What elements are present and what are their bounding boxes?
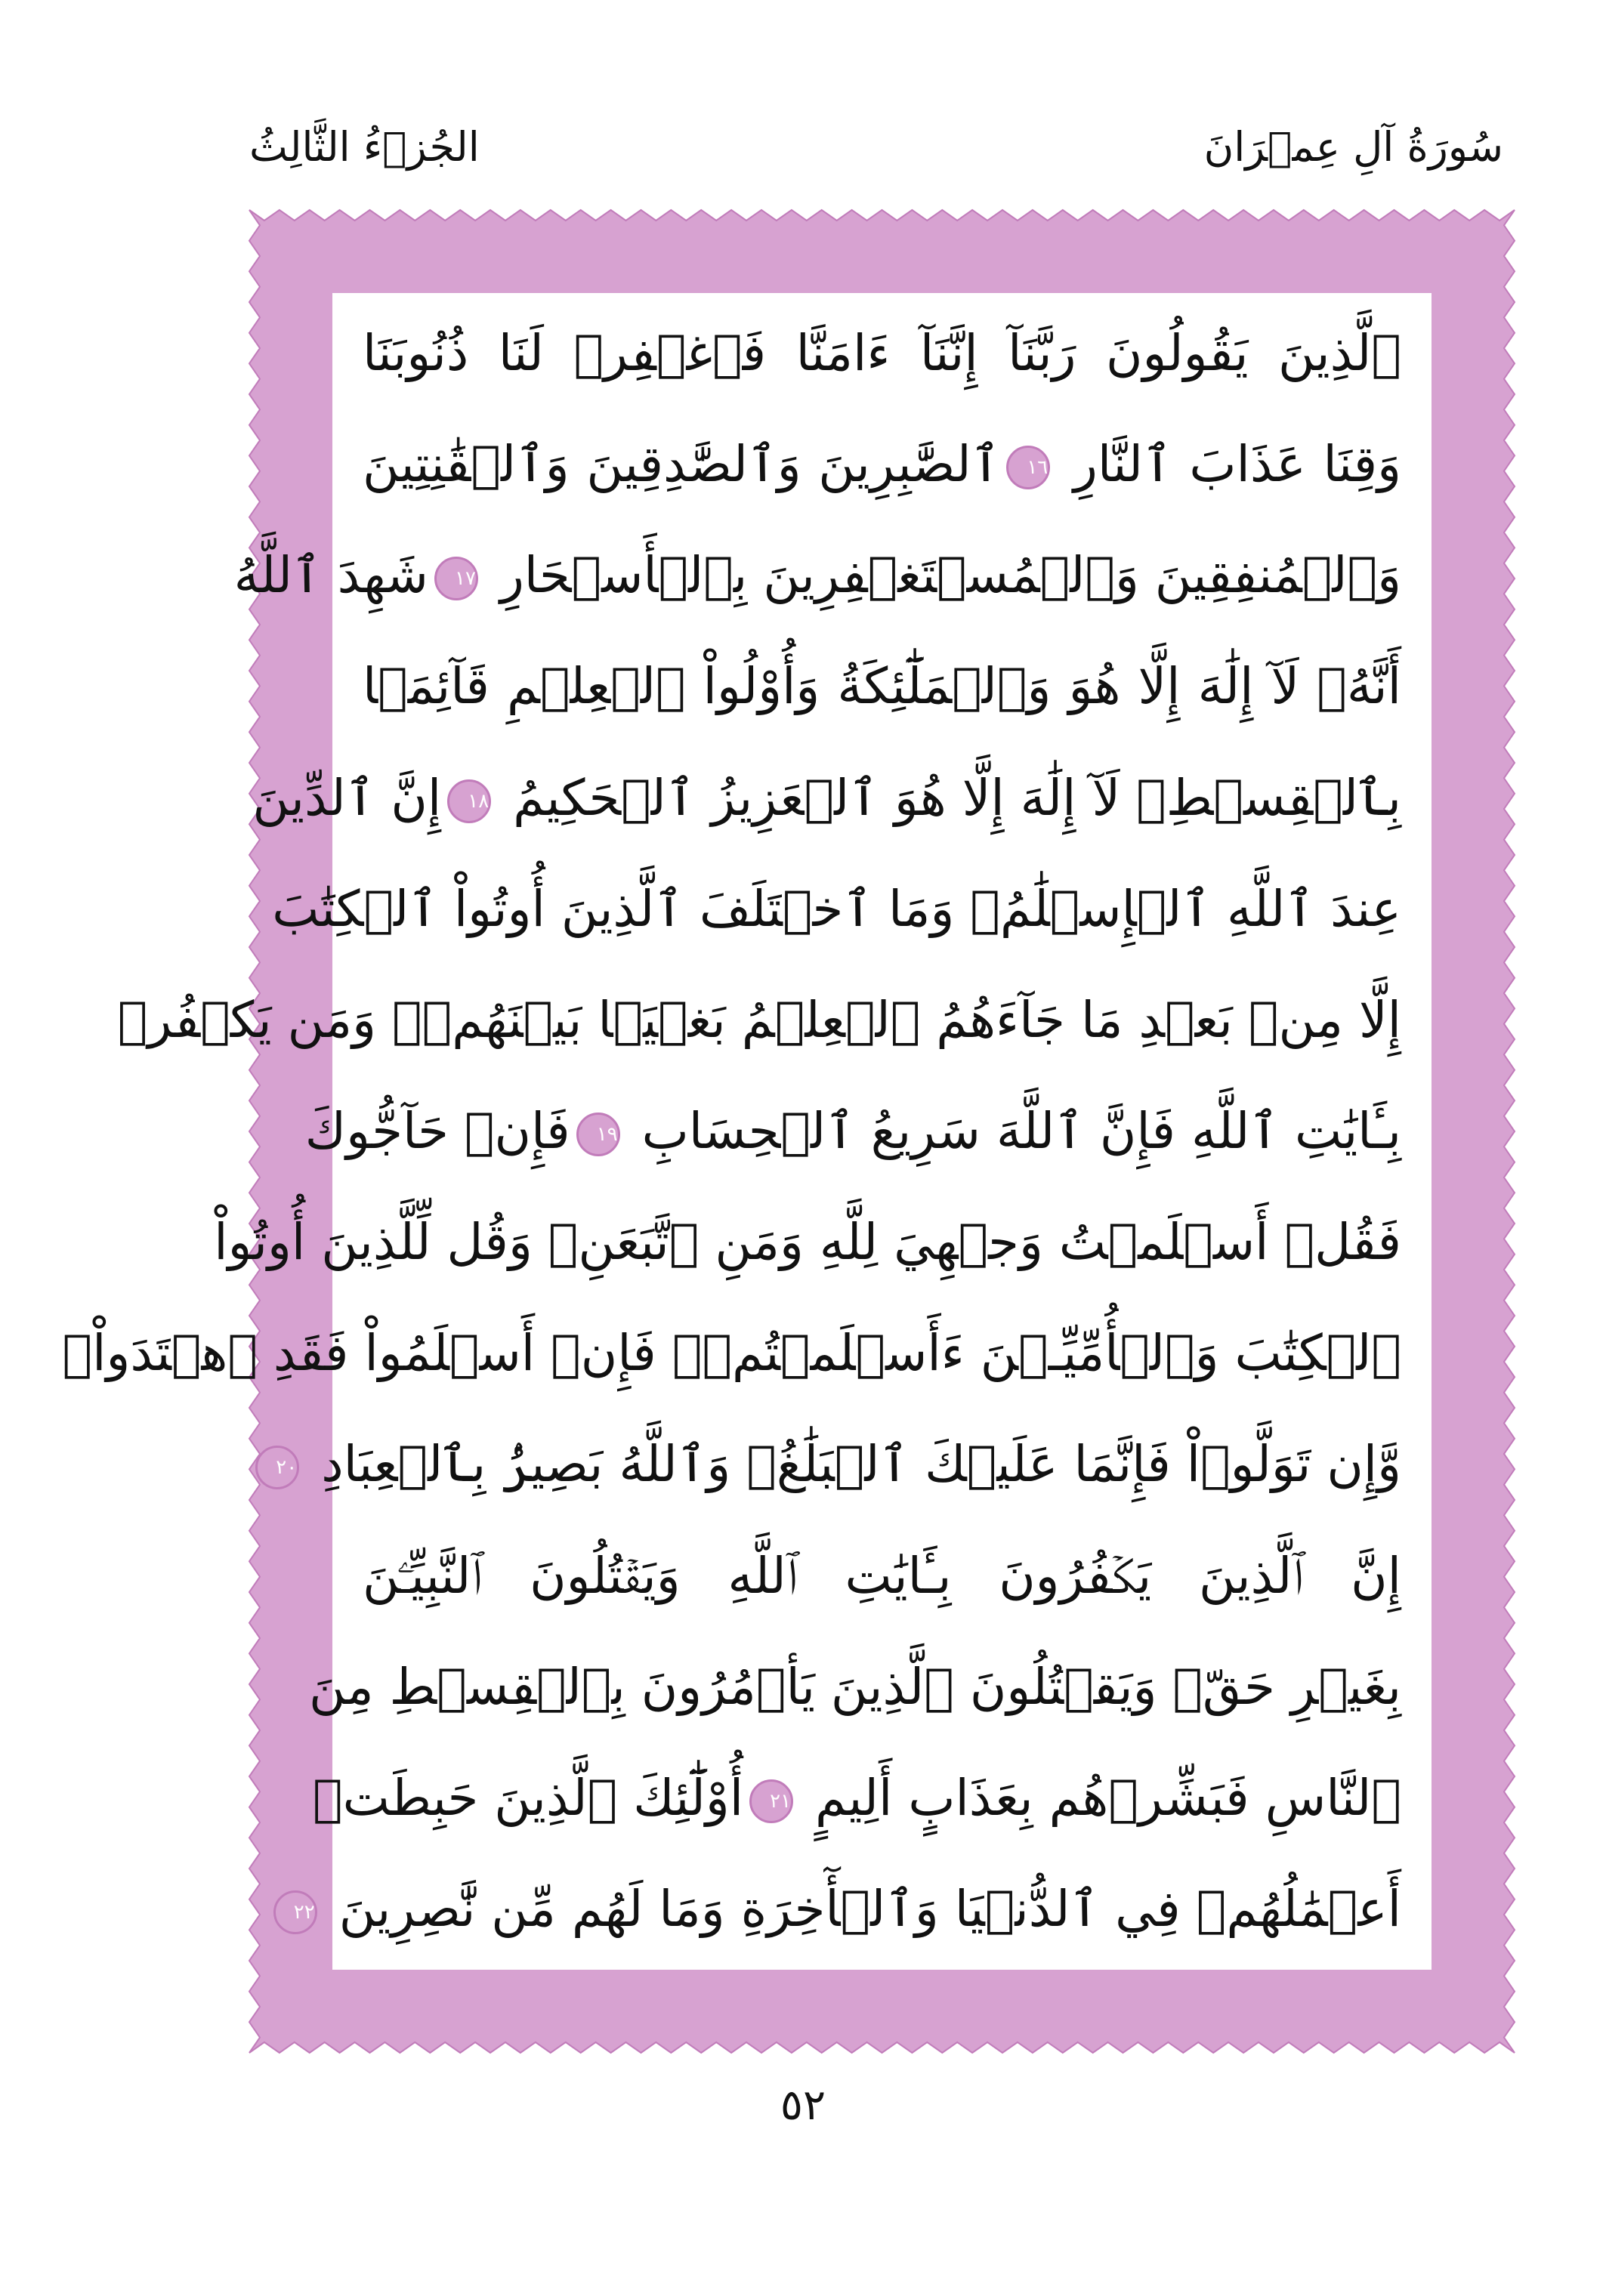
verse-text: أُوْلَٰٓئِكَ ٱلَّذِينَ حَبِطَتۡ [313, 1768, 744, 1827]
text-line [62, 1308, 1401, 1399]
text-line [363, 308, 1401, 399]
verse-text: فَإِنۡ حَآجُّوكَ [304, 1101, 570, 1160]
verse-text: بِغَيۡرِ حَقّٖ وَيَقۡتُلُونَ ٱلَّذِينَ يَأۡمُرُونَ بِٱلۡقِسۡطِ مِنَ [308, 1657, 1401, 1716]
verse-text: وَقِنَا عَذَابَ ٱلنَّارِ [1073, 435, 1401, 494]
verse-text: إِنَّ ٱلَّذِينَ يَكۡفُرُونَ بِـَٔايَٰتِ ٱللَّهِ وَيَقۡتُلُونَ ٱلنَّبِيِّـۧنَ [363, 1546, 1401, 1605]
text-line [363, 1531, 1401, 1622]
verse-text: ٱلَّذِينَ يَقُولُونَ رَبَّنَآ إِنَّنَآ ءَامَنَّا فَٱغۡفِرۡ لَنَا ذُنُوبَنَا [363, 324, 1401, 382]
text-line [363, 641, 1401, 732]
verse-text: عِندَ ٱللَّهِ ٱلۡإِسۡلَٰمُۗ وَمَا ٱخۡتَلَفَ ٱلَّذِينَ أُوتُواْ ٱلۡكِتَٰبَ [272, 879, 1401, 938]
text-line [233, 530, 1401, 621]
ayah-number-marker: ١٨ [447, 779, 491, 823]
verse-text: ٱلنَّاسِ فَبَشِّرۡهُم بِعَذَابٍ أَلِيمٍ [815, 1768, 1401, 1827]
page-number: ٥٢ [780, 2081, 826, 2130]
verse-text: إِلَّا مِنۢ بَعۡدِ مَا جَآءَهُمُ ٱلۡعِلۡمُ بَغۡيَۢا بَيۡنَهُمۡۗ وَمَن يَكۡفُرۡ [117, 990, 1401, 1049]
verse-text: أَعۡمَٰلُهُمۡ فِي ٱلدُّنۡيَا وَٱلۡأٓخِرَةِ وَمَا لَهُم مِّن نَّٰصِرِينَ [338, 1879, 1401, 1938]
ayah-number-marker: ٢٠ [255, 1446, 299, 1489]
text-line [363, 419, 1401, 510]
verse-text: بِٱلۡقِسۡطِۚ لَآ إِلَٰهَ إِلَّا هُوَ ٱلۡعَزِيزُ ٱلۡحَكِيمُ [513, 768, 1401, 827]
text-line [272, 864, 1401, 955]
verse-text: فَقُلۡ أَسۡلَمۡتُ وَجۡهِيَ لِلَّهِ وَمَنِ ٱتَّبَعَنِۗ وَقُل لِّلَّذِينَ أُوتُواْ [214, 1213, 1401, 1272]
text-line [313, 1753, 1401, 1844]
verse-text: إِنَّ ٱلدِّينَ [252, 768, 442, 827]
juz-name: الجُزۡءُ الثَّالِثُ [249, 123, 480, 171]
verse-text: وَّإِن تَوَلَّوۡاْ فَإِنَّمَا عَلَيۡكَ ٱلۡبَلَٰغُۗ وَٱللَّهُ بَصِيرُۢ بِٱلۡعِبَادِ [321, 1435, 1401, 1494]
verse-text: وَٱلۡمُنفِقِينَ وَٱلۡمُسۡتَغۡفِرِينَ بِٱلۡأَسۡحَارِ [499, 546, 1401, 605]
verse-text: شَهِدَ ٱللَّهُ [233, 546, 428, 605]
text-line [252, 753, 1401, 844]
surah-name: سُورَةُ آلِ عِمۡرَانَ [1203, 123, 1503, 171]
decorative-frame [62, 210, 1515, 2053]
text-line [276, 1419, 1401, 1510]
text-line [117, 975, 1401, 1066]
ayah-number-marker: ١٩ [576, 1113, 620, 1156]
ayah-number-marker: ٢١ [749, 1779, 793, 1823]
verse-text: ٱلۡكِتَٰبَ وَٱلۡأُمِّيِّـۧنَ ءَأَسۡلَمۡتُمۡۚ فَإِنۡ أَسۡلَمُواْ فَقَدِ ٱهۡتَدَواْۖ [62, 1324, 1401, 1383]
verse-text: بِـَٔايَٰتِ ٱللَّهِ فَإِنَّ ٱللَّهَ سَرِيعُ ٱلۡحِسَابِ [641, 1101, 1401, 1160]
quran-text-block [62, 293, 1432, 1970]
ayah-number-marker: ١٧ [434, 557, 478, 600]
text-line [304, 1086, 1401, 1177]
ayah-number-marker: ٢٢ [273, 1890, 317, 1934]
page-header [249, 113, 1503, 181]
verse-text: ٱلصَّٰبِرِينَ وَٱلصَّٰدِقِينَ وَٱلۡقَٰنِتِينَ [363, 435, 1001, 494]
verse-text: أَنَّهُۥ لَآ إِلَٰهَ إِلَّا هُوَ وَٱلۡمَلَٰٓئِكَةُ وَأُوْلُواْ ٱلۡعِلۡمِ قَآئِمَۢا [363, 657, 1401, 716]
text-line [293, 1864, 1401, 1955]
text-line [214, 1197, 1401, 1288]
ayah-number-marker: ١٦ [1006, 446, 1050, 489]
text-line [308, 1642, 1401, 1733]
